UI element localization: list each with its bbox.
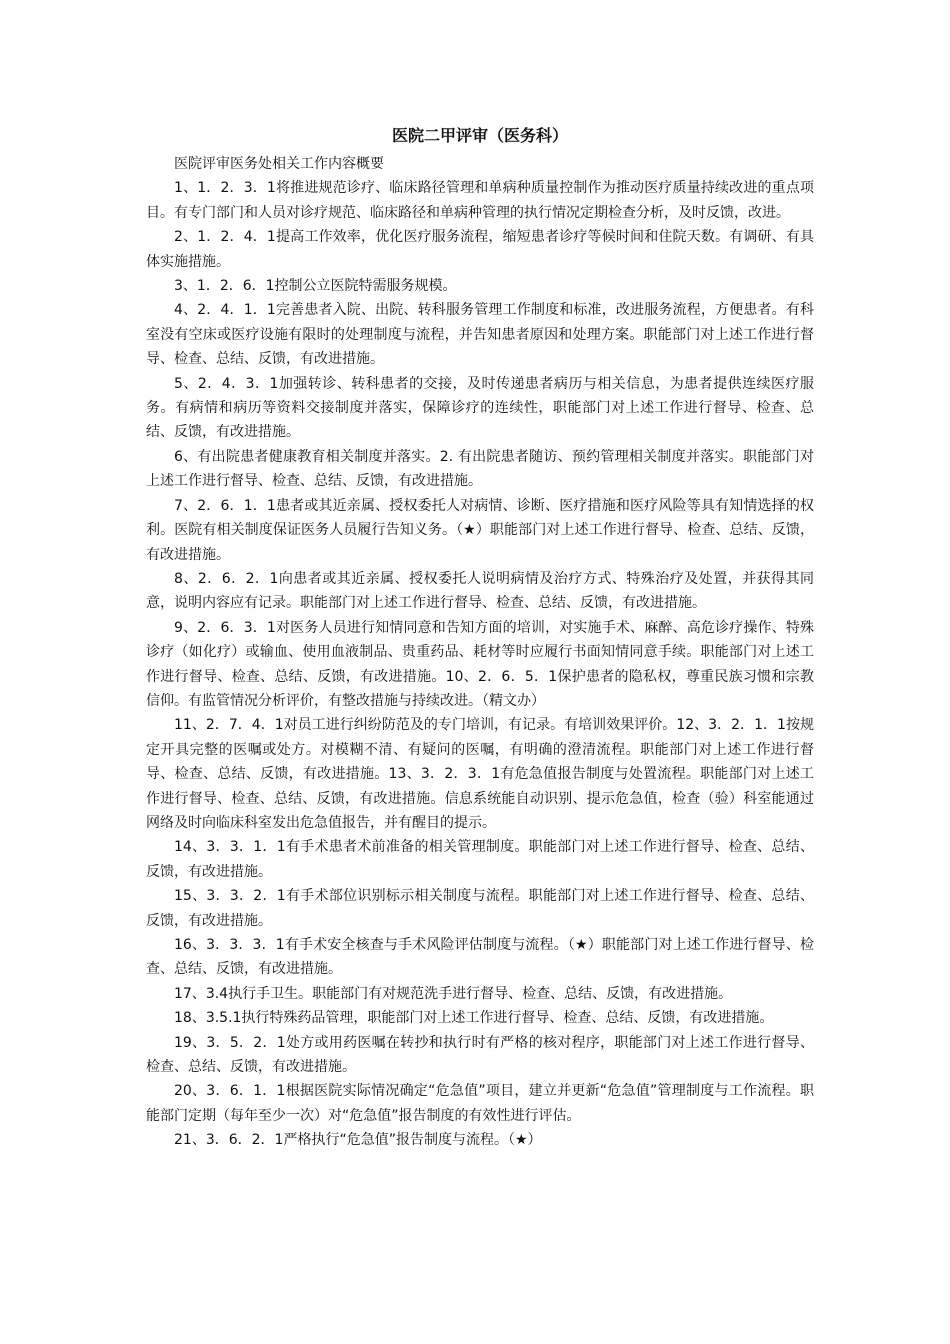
paragraph-16: 16、3．3．3．1有手术安全核查与手术风险评估制度与流程。（★）职能部门对上述工作进行督导、检查、总结、反馈，有改进措施。 (146, 937, 814, 978)
paragraph-14: 14、3．3．1．1有手术患者术前准备的相关管理制度。职能部门对上述工作进行督导、检查、总结、反馈，有改进措施。 (146, 839, 814, 880)
paragraph-5: 5、2．4．3．1加强转诊、转科患者的交接，及时传递患者病历与相关信息，为患者提供连续医疗服务。有病情和病历等资料交接制度并落实，保障诊疗的连续性，职能部门对上述工作进行督导、检查、总结、反馈，有改进措施。 (146, 375, 814, 441)
paragraph-17: 17、3.4执行手卫生。职能部门有对规范洗手进行督导、检查、总结、反馈，有改进措施。 (174, 985, 733, 1002)
document-subtitle: 医院评审医务处相关工作内容概要 (174, 156, 384, 172)
paragraph-19: 19、3．5．2．1处方或用药医嘱在转抄和执行时有严格的核对程序，职能部门对上述工作进行督导、检查、总结、反馈，有改进措施。 (146, 1034, 814, 1076)
paragraph-15: 15、3．3．2．1有手术部位识别标示相关制度与流程。职能部门对上述工作进行督导、检查、总结、反馈，有改进措施。 (146, 888, 814, 929)
paragraph-1: 1、1．2．3．1将推进规范诊疗、临床路径管理和单病种质量控制作为推动医疗质量持续改进的重点项目。有专门部门和人员对诊疗规范、临床路径和单病种管理的执行情况定期检查分析，及时反馈，改进。 (146, 180, 814, 221)
document-page (146, 124, 814, 1153)
paragraph-4: 4、2．4．1．1完善患者入院、出院、转科服务管理工作制度和标准，改进服务流程，方便患者。有科室没有空床或医疗设施有限时的处理制度与流程，并告知患者原因和处理方案。职能部门对上述工作进行督导、检查、总结、反馈，有改进措施。 (146, 302, 814, 368)
paragraph-18: 18、3.5.1执行特殊药品管理，职能部门对上述工作进行督导、检查、总结、反馈，有改进措施。 (174, 1010, 774, 1027)
paragraph-7: 7、2．6．1．1患者或其近亲属、授权委托人对病情、诊断、医疗措施和医疗风险等具有知情选择的权利。医院有相关制度保证医务人员履行告知义务。（★）职能部门对上述工作进行督导、检查、总结、反馈，有改进措施。 (146, 497, 814, 563)
paragraph-20: 20、3．6．1．1根据医院实际情况确定“危急值”项目，建立并更新“危急值”管理制度与工作流程。职能部门定期（每年至少一次）对“危急值”报告制度的有效性进行评估。 (146, 1083, 814, 1124)
paragraph-3: 3、1．2．6．1控制公立医院特需服务规模。 (174, 278, 457, 295)
paragraph-8: 8、2．6．2．1向患者或其近亲属、授权委托人说明病情及治疗方式、特殊治疗及处置，并获得其同意，说明内容应有记录。职能部门对上述工作进行督导、检查、总结、反馈，有改进措施。 (146, 570, 814, 612)
paragraph-2: 2、1．2．4．1提高工作效率，优化医疗服务流程，缩短患者诊疗等候时间和住院天数。有调研、有具体实施措施。 (146, 229, 814, 270)
paragraph-11: 11、2．7．4．1对员工进行纠纷防范及的专门培训，有记录。有培训效果评价。12、3．2．1．1按规定开具完整的医嘱或处方。对模糊不清、有疑问的医嘱，有明确的澄清流程。职能部门对上述工作进行督导、检查、总结、反馈，有改进措施。13、3．2．3．1有危急值报告制度与处置流程。职能部门对上述工作进行督导、检查、总结、反馈，有改进措施。信息系统能自动识别、提示危急值，检查（验）科室能通过网络及时向临床科室发出危急值报告，并有醒目的提示。 (146, 717, 814, 831)
paragraph-21: 21、3．6．2．1严格执行“危急值”报告制度与流程。（★） (174, 1132, 542, 1149)
paragraph-6: 6、有出院患者健康教育相关制度并落实。2. 有出院患者随访、预约管理相关制度并落实。职能部门对上述工作进行督导、检查、总结、反馈，有改进措施。 (146, 448, 814, 490)
paragraph-9: 9、2．6．3．1对医务人员进行知情同意和告知方面的培训，对实施手术、麻醉、高危诊疗操作、特殊诊疗（如化疗）或输血、使用血液制品、贵重药品、耗材等时应履行书面知情同意手续。职能部门对上述工作进行督导、检查、总结、反馈，有改进措施。10、2．6．5．1保护患者的隐私权，尊重民族习惯和宗教信仰。有监管情况分析评价，有整改措施与持续改进。（精文办） (146, 619, 814, 709)
document-title: 医院二甲评审（医务科） (391, 126, 568, 145)
